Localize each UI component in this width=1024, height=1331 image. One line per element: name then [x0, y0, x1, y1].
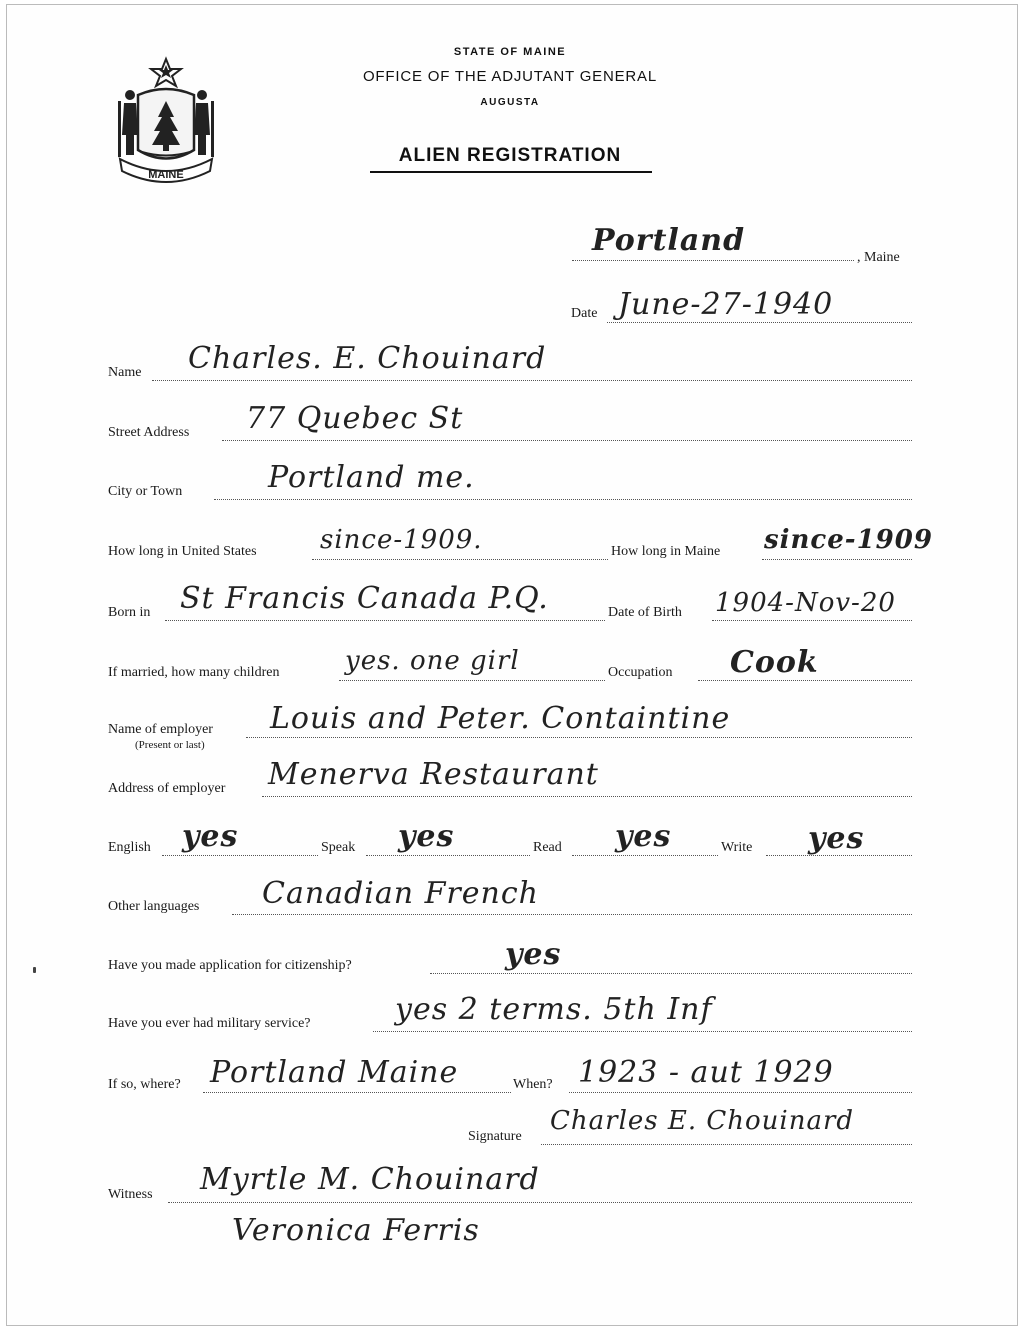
place-value: Portland: [592, 223, 746, 258]
name-line: [152, 380, 912, 381]
date-value: June-27-1940: [618, 287, 834, 322]
occupation-line: [698, 680, 912, 681]
how-long-us-label: How long in United States: [108, 544, 257, 559]
speak-value: yes: [398, 819, 455, 854]
other-languages-line: [232, 914, 912, 915]
citizenship-label: Have you made application for citizenship?: [108, 958, 352, 973]
when-label: When?: [513, 1077, 553, 1092]
other-languages-value: Canadian French: [262, 876, 539, 911]
witness-label: Witness: [108, 1187, 153, 1202]
employer-address-value: Menerva Restaurant: [268, 757, 599, 792]
place-line: [572, 260, 854, 261]
state-heading: STATE OF MAINE: [453, 46, 567, 58]
how-long-us-value: since-1909.: [320, 525, 483, 555]
born-in-label: Born in: [108, 605, 151, 620]
date-of-birth-line: [712, 620, 912, 621]
signature-line: [541, 1144, 912, 1145]
children-value: yes. one girl: [345, 646, 520, 676]
other-languages-label: Other languages: [108, 899, 200, 914]
signature-label: Signature: [468, 1129, 522, 1144]
english-value: yes: [182, 819, 239, 854]
speak-line: [366, 855, 530, 856]
english-label: English: [108, 840, 151, 855]
born-in-line: [165, 620, 605, 621]
speak-label: Speak: [321, 840, 356, 855]
military-line: [373, 1031, 912, 1032]
employer-address-label: Address of employer: [108, 781, 226, 796]
read-line: [572, 855, 718, 856]
witness-1-value: Myrtle M. Chouinard: [200, 1162, 540, 1197]
read-value: yes: [615, 819, 672, 854]
date-label: Date: [571, 306, 598, 321]
city-line: [214, 499, 912, 500]
date-of-birth-value: 1904-Nov-20: [715, 588, 896, 618]
date-line: [607, 322, 912, 323]
write-value: yes: [808, 821, 865, 856]
name-label: Name: [108, 365, 142, 380]
title-underline: [370, 171, 652, 173]
read-label: Read: [533, 840, 562, 855]
how-long-maine-value: since-1909: [764, 525, 933, 555]
street-line: [222, 440, 912, 441]
employer-line: [246, 737, 912, 738]
employer-address-line: [262, 796, 912, 797]
where-line: [203, 1092, 511, 1093]
english-line: [162, 855, 318, 856]
how-long-maine-line: [762, 559, 912, 560]
employer-sublabel: (Present or last): [135, 739, 205, 751]
street-label: Street Address: [108, 425, 190, 440]
svg-text:MAINE: MAINE: [148, 169, 184, 181]
military-value: yes 2 terms. 5th Inf: [395, 992, 713, 1027]
maine-label: , Maine: [857, 250, 900, 265]
citizenship-value: yes: [505, 937, 562, 972]
children-label: If married, how many children: [108, 665, 280, 680]
signature-value: Charles E. Chouinard: [550, 1106, 855, 1136]
write-label: Write: [721, 840, 753, 855]
witness-2-value: Veronica Ferris: [232, 1213, 480, 1248]
born-in-value: St Francis Canada P.Q.: [180, 581, 549, 616]
margin-mark: [33, 967, 36, 973]
street-value: 77 Quebec St: [246, 401, 464, 436]
witness-line: [168, 1202, 912, 1203]
city-label: City or Town: [108, 484, 183, 499]
when-value: 1923 - aut 1929: [578, 1055, 834, 1090]
occupation-value: Cook: [730, 645, 819, 680]
where-label: If so, where?: [108, 1077, 181, 1092]
citizenship-line: [430, 973, 912, 974]
employer-label: Name of employer: [108, 722, 213, 737]
office-heading: OFFICE OF THE ADJUTANT GENERAL: [362, 68, 658, 85]
maine-state-seal: [110, 55, 222, 190]
military-label: Have you ever had military service?: [108, 1016, 311, 1031]
form-title: ALIEN REGISTRATION: [398, 145, 622, 166]
city-heading: AUGUSTA: [480, 97, 540, 108]
name-value: Charles. E. Chouinard: [188, 341, 547, 376]
how-long-maine-label: How long in Maine: [611, 544, 721, 559]
occupation-label: Occupation: [608, 665, 673, 680]
when-line: [569, 1092, 912, 1093]
employer-value: Louis and Peter. Containtine: [270, 701, 731, 736]
date-of-birth-label: Date of Birth: [608, 605, 682, 620]
how-long-us-line: [312, 559, 608, 560]
children-line: [339, 680, 605, 681]
city-value: Portland me.: [268, 460, 475, 495]
where-value: Portland Maine: [210, 1055, 459, 1090]
